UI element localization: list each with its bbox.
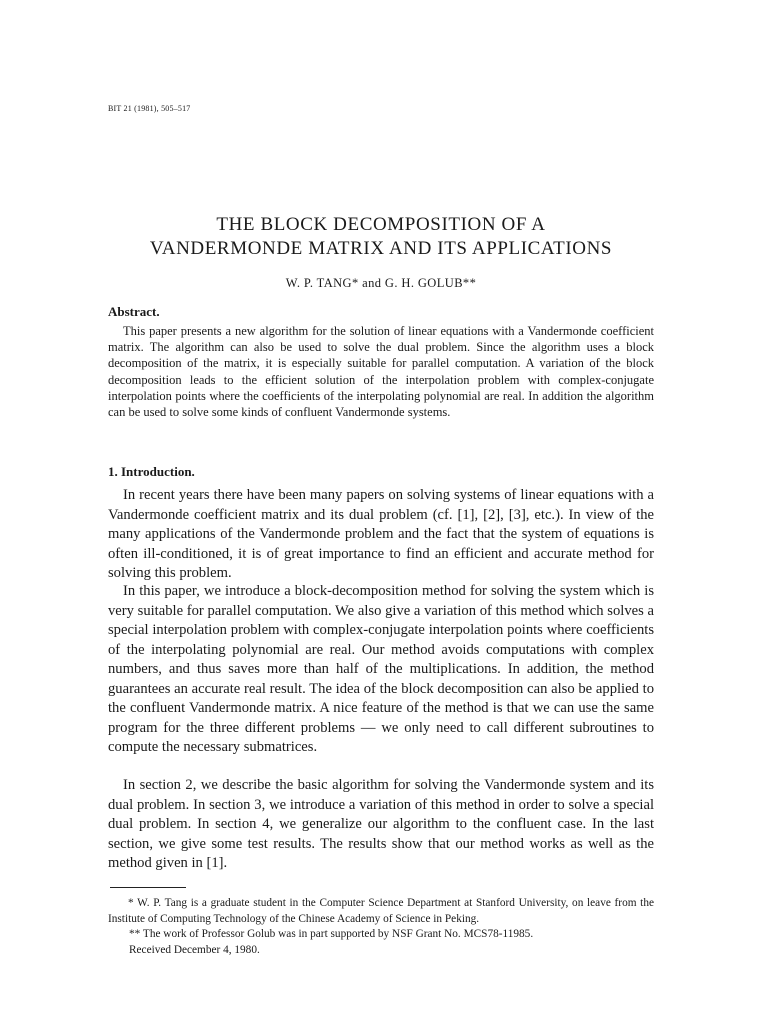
journal-reference: BIT 21 (1981), 505–517 [108, 104, 191, 113]
introduction-paragraph: In section 2, we describe the basic algorithm for solving the Vandermonde system and its dual problem. In section 3, we introduce a variation of this method in order to solve a special dual problem. In section 4, we generalize our algorithm to the confluent case. In the last section, we give some test results. The results show that our method works as well as the method given in [1]. [108, 777, 654, 871]
paper-title-line-1: THE BLOCK DECOMPOSITION OF A [216, 214, 546, 235]
abstract-heading: Abstract. [108, 304, 160, 319]
introduction-paragraph: In this paper, we introduce a block-decomposition method for solving the system which is very suitable for parallel computation. We also give a variation of this method which solves a special interpolation problem with complex-conjugate interpolation points where coefficients of the interpolating polynomial are real. Our method avoids computations with complex numbers, and thus saves more than half of the multiplications. In addition, the method guarantees an accurate real result. The idea of the block decomposition can also be applied to the confluent Vandermonde matrix. A nice feature of the method is that we can use the same program for the three different problems — we only need to call different subroutines to compute the necessary submatrices. [108, 583, 654, 755]
paper-title-line-2: VANDERMONDE MATRIX AND ITS APPLICATIONS [149, 238, 613, 259]
abstract-body: This paper presents a new algorithm for the solution of linear equations with a Vandermonde coefficient matrix. The algorithm can also be used to solve the dual problem. Since the algorithm uses a block decomposition of the matrix, it is especially suitable for parallel computation. A variation of the block decomposition leads to the efficient solution of the interpolation problem with complex-conjugate interpolation points where the coefficients of the interpolating polynomial are real. In addition the algorithm can be used to solve some kinds of confluent Vandermonde systems. [108, 324, 654, 420]
introduction-paragraph: In recent years there have been many papers on solving systems of linear equations with a Vandermonde coefficient matrix and its dual problem (cf. [1], [2], [3], etc.). In view of the many applications of the Vandermonde problem and the fact that the system of equations is often ill-conditioned, it is of great importance to find an efficient and accurate method for solving this problem. [108, 487, 654, 581]
footnote-golub: ** The work of Professor Golub was in part supported by NSF Grant No. MCS78-11985. [129, 928, 534, 940]
footnote-tang: * W. P. Tang is a graduate student in the Computer Science Department at Stanford University, on leave from the Institute of Computing Technology of the Chinese Academy of Science in Peking. [108, 897, 654, 925]
introduction-heading: 1. Introduction. [108, 464, 195, 479]
footnote-separator [110, 887, 186, 888]
received-date: Received December 4, 1980. [129, 944, 260, 956]
paper-authors: W. P. TANG* and G. H. GOLUB** [285, 276, 477, 290]
